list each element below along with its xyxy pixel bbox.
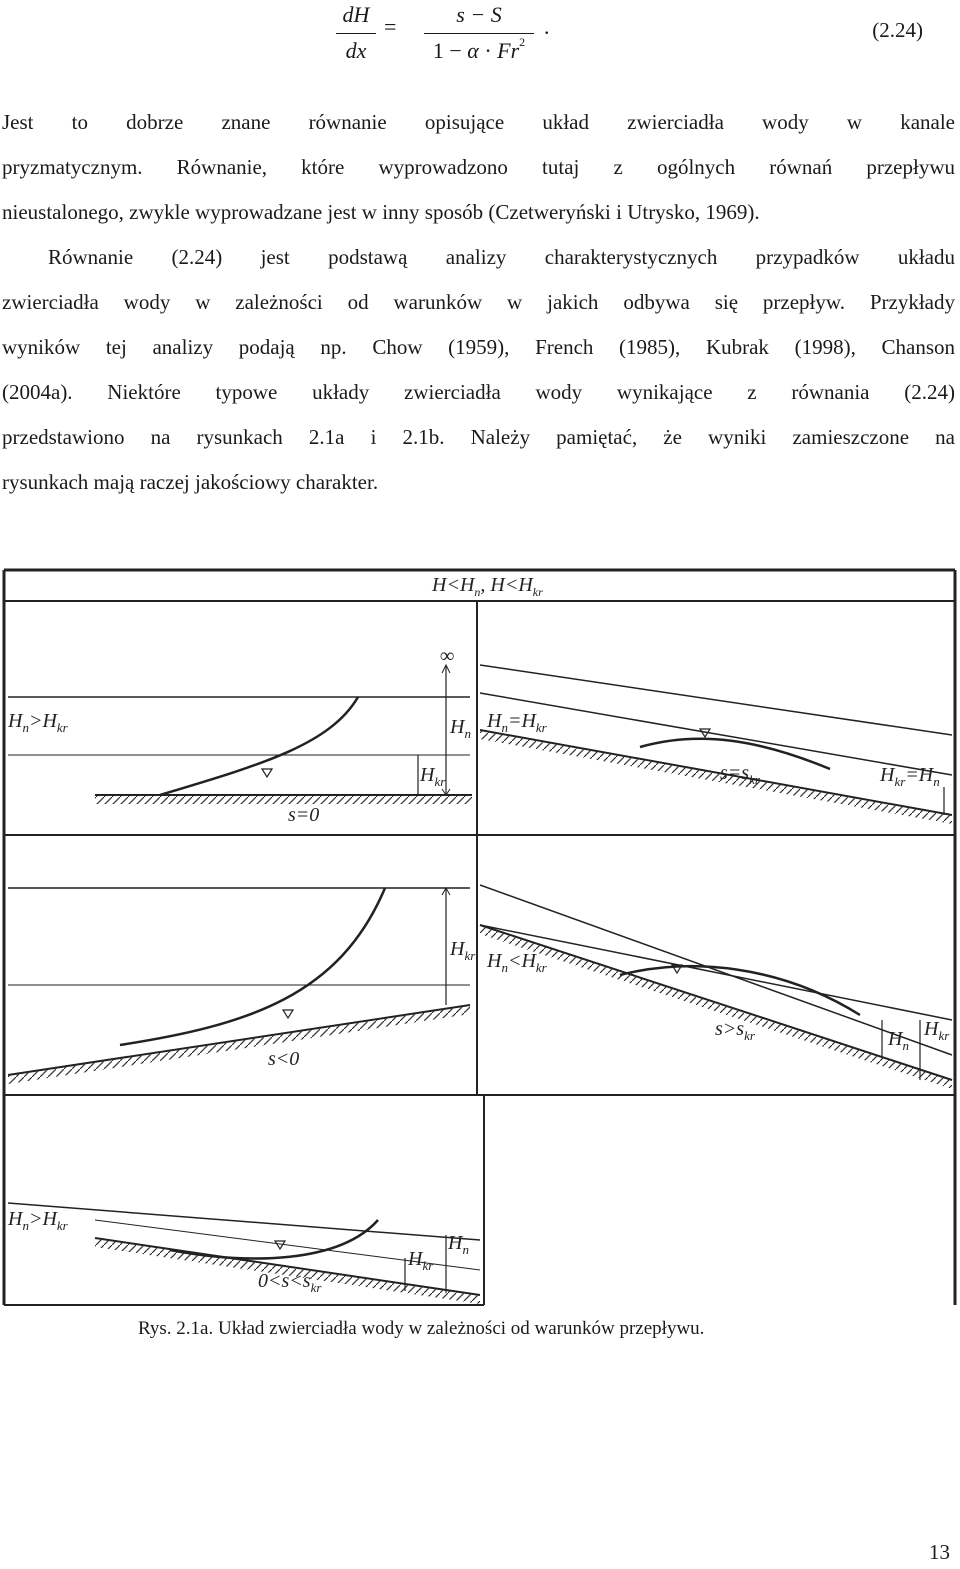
rhs-fraction-bar [424,33,534,34]
figure-header: $H<H_n$, $H<H_{kr}$ [432,574,543,599]
rhs-den-alpha: α [467,38,479,63]
rhs-den-one: 1 − [432,38,468,63]
panel4-slope-label: $s>s_{kr}$ [715,1018,755,1043]
rhs-den-dot: · [478,38,498,63]
panel1-slope-label: s=0 [288,804,320,826]
panel-s-negative [8,888,476,1084]
paragraph-line: (2004a). Niektóre typowe układy zwierciadła wody wynikające z równania (2.24) [2,380,955,404]
water-surface-figure [0,565,960,1310]
equation-period: . [544,14,550,39]
paragraph-line: przedstawiono na rysunkach 2.1a i 2.1b. Należy pamiętać, że wyniki zamieszczone na [2,425,955,449]
body-paragraph [2,100,955,505]
rhs-den-exponent: 2 [519,34,526,49]
lhs-fraction-bar [336,33,376,34]
panel4-label: $H_n<H_{kr}$ [487,950,547,975]
equation-2-24 [300,0,960,72]
panel4-hn: $H_n$ [888,1028,909,1053]
panel2-slope-label: $s=s_{kr}$ [720,762,760,787]
panel-s-critical [480,665,952,824]
panel4-hkr: $H_{kr}$ [924,1018,950,1043]
paragraph-line: Równanie (2.24) jest podstawą analizy charakterystycznych przypadków układu [48,245,955,269]
rhs-numerator: s − S [456,2,502,27]
equation-fraction [336,0,550,72]
paragraph-line: nieustalonego, zwykle wyprowadzane jest w inny sposób (Czetweryński i Utrysko, 1969). [2,200,760,224]
panel5-hn: $H_n$ [448,1232,469,1257]
paragraph-line: Jest to dobrze znane równanie opisujące układ zwierciadła wody w kanale [2,110,955,134]
equation-number: (2.24) [872,18,923,42]
panel1-infinity: ∞ [440,645,455,667]
figure-frame [4,570,955,1305]
panel1-left-label: $H_n>H_{kr}$ [8,710,68,735]
figure-caption: Rys. 2.1a. Układ zwierciadła wody w zależności od warunków przepływu. [138,1318,705,1339]
paragraph-line: zwierciadła wody w zależności od warunków w jakich odbywa się przepływ. Przykłady [2,290,955,314]
panel-s-zero [7,645,472,826]
panel-s-steep [480,885,952,1089]
rhs-denominator [424,34,534,64]
panel2-label: $H_n=H_{kr}$ [487,710,547,735]
figure-drawing [0,565,960,1310]
rhs-den-fr: Fr [497,38,520,63]
panel1-hn: $H_n$ [450,716,471,741]
paragraph-line: rysunkach mają raczej jakościowy charakter. [2,470,379,494]
panel3-slope-label: s<0 [268,1048,300,1070]
panel5-left-label: $H_n>H_{kr}$ [8,1208,68,1233]
paragraph-line: pryzmatycznym. Równanie, które wyprowadzono tutaj z ogólnych równań przepływu [2,155,955,179]
panel5-slope-label: $0<s<s_{kr}$ [258,1270,322,1295]
panel3-hkr: $H_{kr}$ [450,938,476,963]
paragraph-line: wyników tej analizy podają np. Chow (1959), French (1985), Kubrak (1998), Chanson [2,335,955,359]
panel2-depth-label: $H_{kr}=H_n$ [880,764,940,789]
equals-sign: = [384,14,397,39]
page-number: 13 [929,1540,950,1564]
panel-s-mild [7,1203,480,1304]
lhs-numerator: dH [342,2,370,27]
panel5-hkr: $H_{kr}$ [408,1248,434,1273]
lhs-denominator: dx [345,38,367,63]
panel1-hkr: $H_{kr}$ [420,764,446,789]
